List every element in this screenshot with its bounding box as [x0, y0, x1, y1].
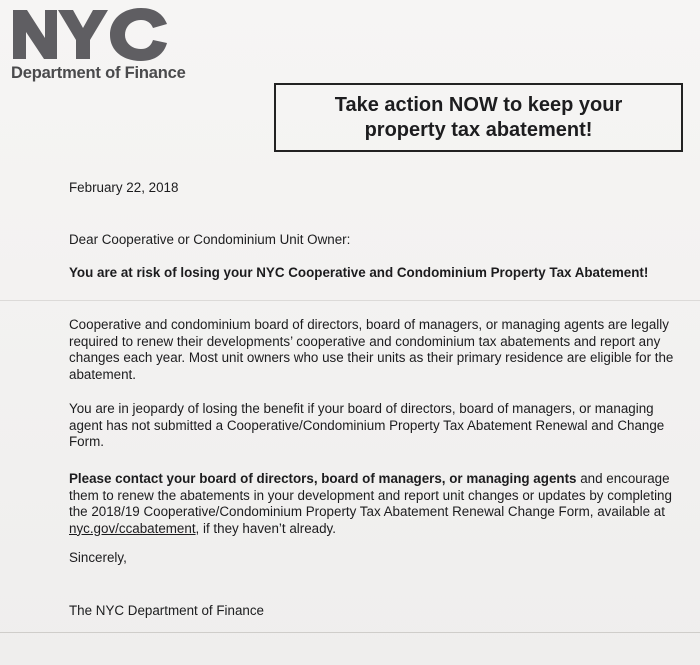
paper-fold-line — [0, 632, 700, 633]
paragraph-jeopardy: You are in jeopardy of losing the benefit if your board of directors, board of managers, or managing agent has not submitted a Cooperative/Condominium Property Tax Abatement Renewal and Change Form. — [69, 401, 665, 449]
nyc-logo — [11, 6, 169, 62]
department-name: Department of Finance — [11, 64, 186, 82]
paragraph-contact — [69, 471, 685, 537]
paper-fold-line — [0, 300, 700, 301]
letter-date: February 22, 2018 — [69, 180, 179, 195]
nyc-logo-icon — [11, 6, 169, 62]
contact-text-end: , if they haven’t already. — [195, 520, 336, 536]
paragraph-requirements: Cooperative and condominium board of directors, board of managers, or managing agents are legally required to renew their developments’ cooperative and condominium tax abatements and report any changes each year. Most unit owners who use their units as their primary residence are eligible for the abatement. — [69, 317, 674, 382]
callout-text: Take action NOW to keep your property tax abatement! — [334, 93, 623, 141]
abatement-link[interactable]: nyc.gov/ccabatement — [69, 520, 196, 536]
contact-text: and encourage them to renew the abatements in your development and report unit changes or updates by completing the 2018/19 Cooperative/Condominium Property Tax Abatement Renewal Change Form, available at — [69, 471, 672, 519]
closing: Sincerely, — [69, 550, 127, 565]
salutation: Dear Cooperative or Condominium Unit Owner: — [69, 232, 351, 247]
contact-bold-lead: Please contact your board of directors, board of managers, or managing agents — [69, 471, 577, 486]
callout-box — [274, 83, 683, 152]
risk-heading: You are at risk of losing your NYC Cooperative and Condominium Property Tax Abatement! — [69, 265, 649, 280]
signature: The NYC Department of Finance — [69, 603, 264, 618]
